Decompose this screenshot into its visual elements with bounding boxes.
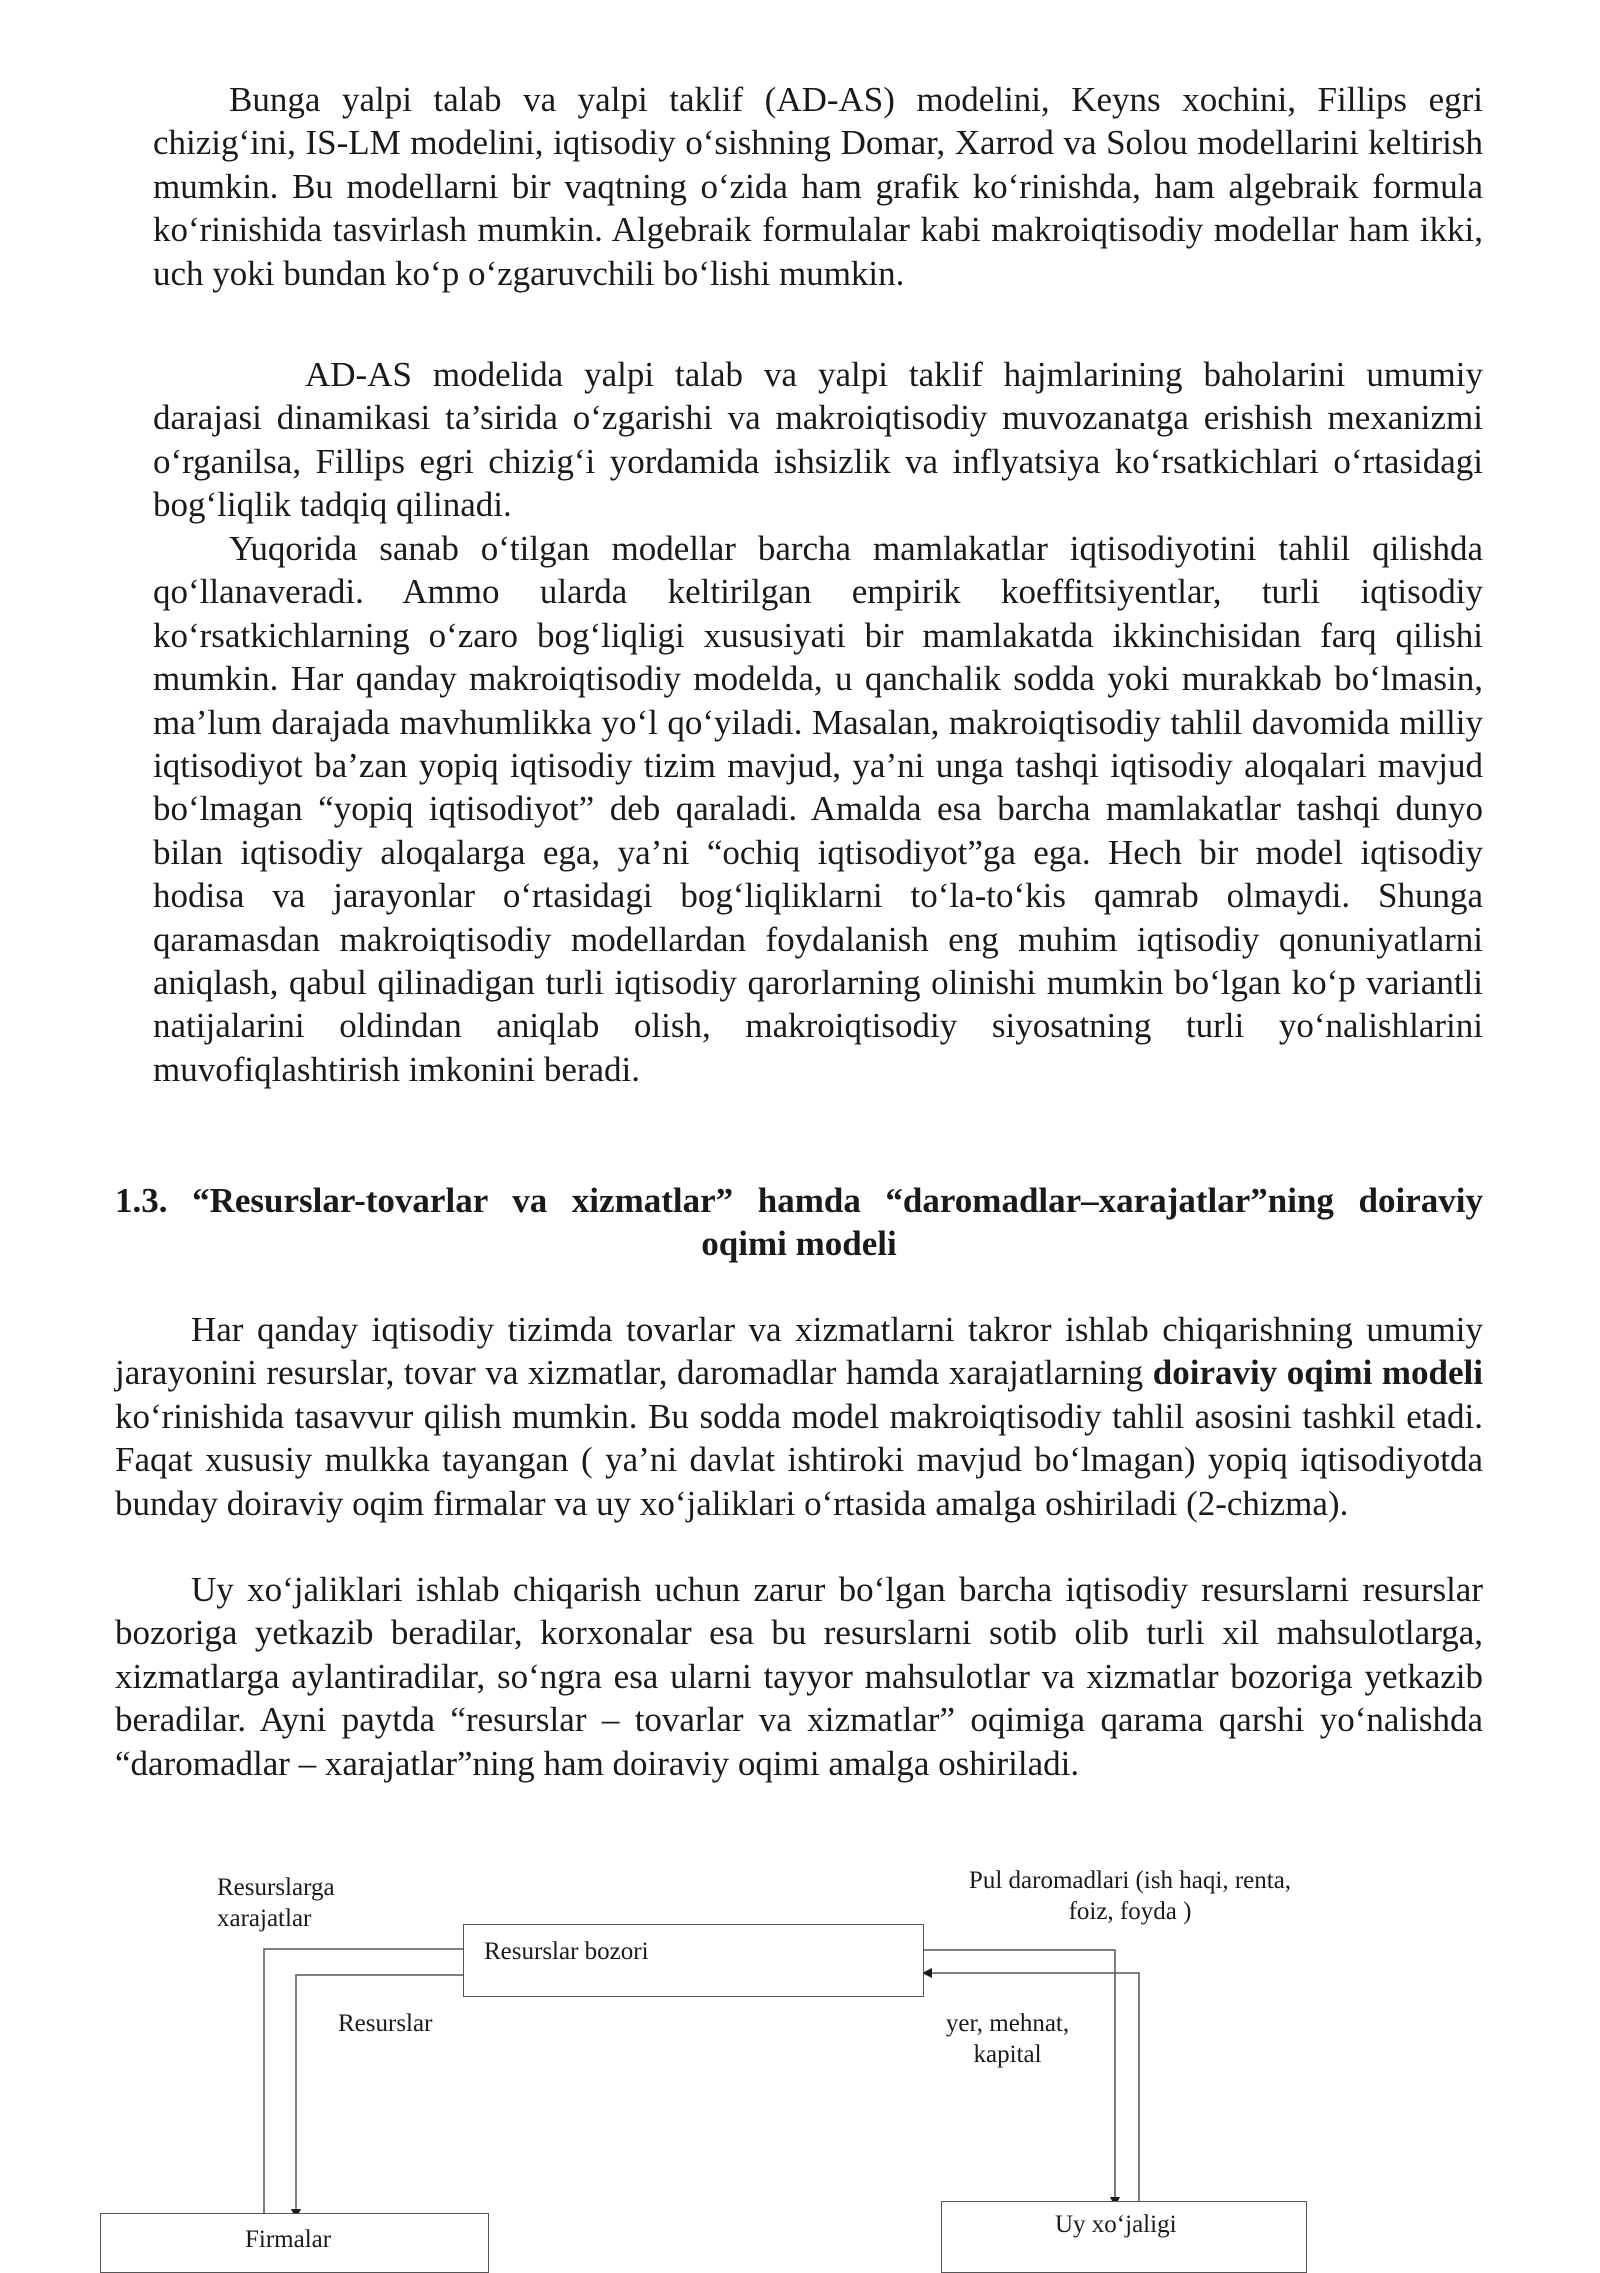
label-money-income-line2: foiz, foyda ): [1068, 1898, 1192, 1925]
section-heading-line1: 1.3. “Resurslar-tovarlar va xizmatlar” hamda “daromadlar–xarajatlar”ning doiraviy: [115, 1181, 1483, 1220]
paragraph-models-list: Bunga yalpi talab va yalpi taklif (AD-AS) modelini, Keyns xochini, Fillips egri chizig‘ini, IS-LM modelini, iqtisodiy o‘sishning Domar, Xarrod va Solou modellarini keltirish mumkin. Bu modellarni bir vaqtning o‘zida ham grafik ko‘rinishda, ham algebraik formula ko‘rinishida tasvirlash mumkin. Algebraik formulalar kabi makroiqtisodiy modellar ham ikki, uch yoki bundan ko‘p o‘zgaruvchili bo‘lishi mumkin.: [153, 80, 1483, 293]
box-resource-market-label: Resurslar bozori: [484, 1938, 649, 1965]
box-household-label: Uy xo‘jaligi: [1055, 2211, 1177, 2238]
term-circular-flow-model: doiraviy oqimi modeli: [1152, 1353, 1484, 1393]
box-household: [941, 2201, 1307, 2273]
box-resource-market: [463, 1924, 924, 1997]
paragraph-circular-flow-start: Har qanday iqtisodiy tizimda tovarlar va xizmatlarni takror ishlab chiqarishning umumiy jarayonini resurslar, tovar va xizmatlar, daromadlar hamda xarajatlarning: [115, 1310, 1483, 1393]
label-factors-line2: kapital: [973, 2041, 1042, 2068]
paragraph-models-usage: Yuqorida sanab o‘tilgan modellar barcha mamlakatlar iqtisodiyotini tahlil qilishda qo‘llanaveradi. Ammo ularda keltirilgan empirik koeffitsiyentlar, turli iqtisodiy ko‘rsatkichlarning o‘zaro bog‘liqligi xususiyati bir mamlakatda ikkinchisidan farq qilishi mumkin. Har qanday makroiqtisodiy modelda, u qanchalik sodda yoki murakkab bo‘lmasin, ma’lum darajada mavhumlikka yo‘l qo‘yiladi. Masalan, makroiqtisodiy tahlil davomida milliy iqtisodiyot ba’zan yopiq iqtisodiy tizim mavjud, ya’ni unga tashqi iqtisodiy aloqalari mavjud bo‘lmagan “yopiq iqtisodiyot” deb qaraladi. Amalda esa barcha mamlakatlar tashqi dunyo bilan iqtisodiy aloqalarga ega, ya’ni “ochiq iqtisodiyot”ga ega. Hech bir model iqtisodiy hodisa va jarayonlar o‘rtasidagi bog‘liqliklarni to‘la-to‘kis qamrab olmaydi. Shunga qaramasdan makroiqtisodiy modellardan foydalanish eng muhim iqtisodiy qonuniyatlarni aniqlash, qabul qilinadigan turli iqtisodiy qarorlarning olinishi mumkin bo‘lgan ko‘p variantli natijalarini oldindan aniqlab olish, makroiqtisodiy siyosatning turli yo‘nalishlarini muvofiqlashtirish imkonini beradi.: [153, 529, 1483, 1089]
label-money-income: [940, 1865, 1320, 1927]
label-resource-costs-line2: xarajatlar: [217, 1905, 312, 1932]
label-resource-costs-line1: Resurslarga: [217, 1874, 335, 1901]
arrow-factors: [923, 1950, 1115, 2206]
arrow-costs: [264, 1949, 472, 2242]
box-firms-label: Firmalar: [245, 2226, 332, 2253]
section-heading-line2: oqimi modeli: [701, 1224, 897, 1263]
label-factors-line1: yer, mehnat,: [945, 2010, 1070, 2037]
label-resources: Resurslar: [338, 2010, 433, 2037]
paragraph-households: Uy xo‘jaliklari ishlab chiqarish uchun zarur bo‘lgan barcha iqtisodiy resurslarni resurslar bozoriga yetkazib beradilar, korxonalar esa bu resurslarni sotib olib turli xil mahsulotlarga, xizmatlarga aylantiradilar, so‘ngra esa ularni tayyor mahsulotlar va xizmatlar bozoriga yetkazib beradilar. Ayni paytda “resurslar – tovarlar va xizmatlar” oqimiga qarama qarshi yo‘nalishda “daromadlar – xarajatlar”ning ham doiraviy oqimi amalga oshiriladi.: [115, 1570, 1483, 1783]
label-factors: [915, 2008, 1100, 2070]
label-money-income-line1: Pul daromadlari (ish haqi, renta,: [968, 1867, 1292, 1894]
paragraph-ad-as: AD-AS modelida yalpi talab va yalpi taklif hajmlarining baholarini umumiy darajasi dinamikasi ta’sirida o‘zgarishi va makroiqtisodiy muvozanatga erishish mexanizmi o‘rganilsa, Fillips egri chizig‘i yordamida ishsizlik va inflyatsiya ko‘rsatkichlari o‘rtasidagi bog‘liqlik tadqiq qilinadi.: [153, 355, 1483, 525]
label-resource-costs: [217, 1872, 335, 1934]
paragraph-circular-flow-end: ko‘rinishida tasavvur qilish mumkin. Bu sodda model makroiqtisodiy tahlil asosini tashkil etadi. Faqat xususiy mulkka tayangan ( ya’ni davlat ishtiroki mavjud bo‘lmagan) yopiq iqtisodiyotda bunday doiraviy oqim firmalar va uy xo‘jaliklari o‘rtasida amalga oshiriladi (2-chizma).: [115, 1396, 1483, 1523]
box-firms: [100, 2213, 489, 2273]
